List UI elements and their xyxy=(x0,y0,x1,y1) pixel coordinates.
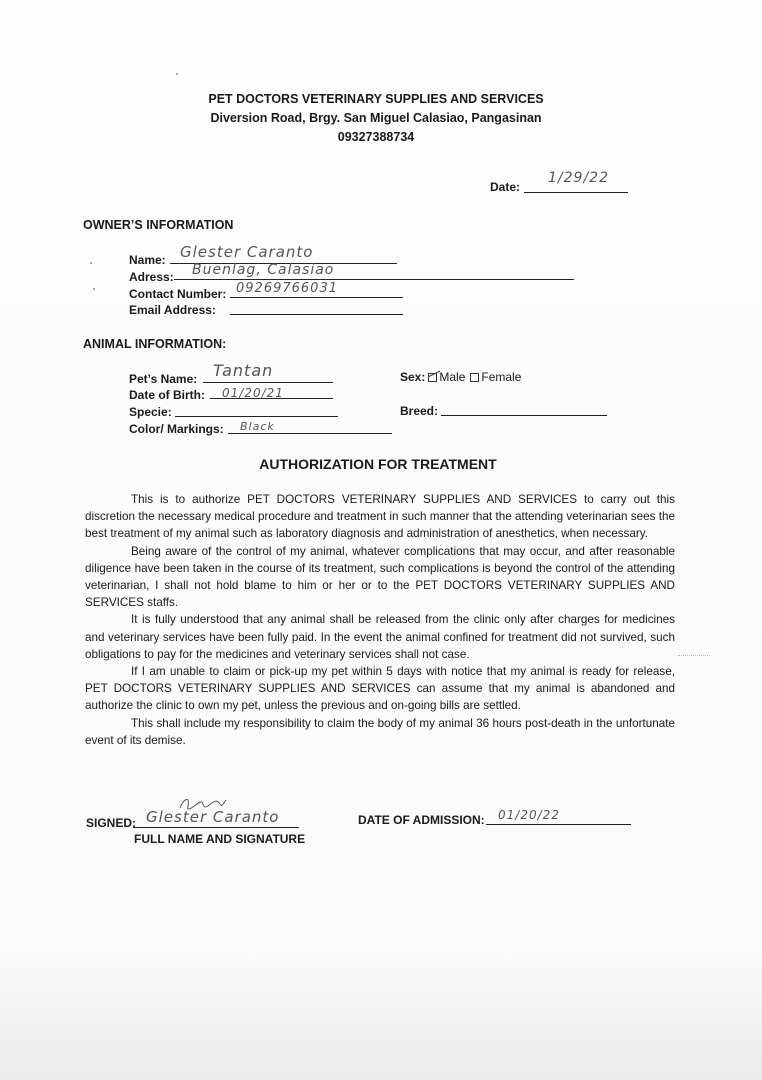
owner-contact-line xyxy=(230,297,403,298)
female-checkbox[interactable] xyxy=(470,373,479,382)
company-name: PET DOCTORS VETERINARY SUPPLIES AND SERVICES xyxy=(208,92,544,106)
date-line xyxy=(524,192,628,193)
authorization-paragraph: It is fully understood that any animal shall be released from the clinic only after charges for medicines and veterinary services have been fully paid. In the event the animal confined for treatment did not survived, such obligations to pay for the medicines and veterinary services shall not case. xyxy=(85,613,675,661)
signed-value: Glester Caranto xyxy=(146,808,280,826)
signed-label: SIGNED: xyxy=(86,816,137,830)
authorization-paragraph: If I am unable to claim or pick-up my pet within 5 days with notice that my animal is ready for release, PET DOCTORS VETERINARY SUPPLIES AND SERVICES can assume that my animal is abandoned and authorize the clinic to own my pet, unless the previous and on-going bills are settled. xyxy=(85,665,675,713)
breed-label: Breed: xyxy=(400,404,439,418)
owner-name-label: Name: xyxy=(129,253,166,267)
date-value: 1/29/22 xyxy=(548,170,609,186)
owner-section-title: OWNER’S INFORMATION xyxy=(83,218,234,232)
dob-value: 01/20/21 xyxy=(222,386,284,400)
owner-address-label: Adress: xyxy=(129,270,174,284)
authorization-paragraph: This is to authorize PET DOCTORS VETERINARY SUPPLIES AND SERVICES to carry out this discretion the necessary medical procedure and treatment in such manner that the attending veterinarian sees the best treatment of my animal such as laboratory diagnosis and administration of anesthetics, when necessary. xyxy=(85,493,675,541)
owner-contact-value: 09269766031 xyxy=(236,281,338,296)
owner-email-line xyxy=(230,314,403,315)
female-option-label: Female xyxy=(481,370,522,384)
signed-line xyxy=(133,827,299,828)
authorization-title: AUTHORIZATION FOR TREATMENT xyxy=(259,456,497,472)
scan-speck xyxy=(176,73,178,75)
sex-field xyxy=(400,370,521,384)
date-label: Date: xyxy=(490,180,521,194)
authorization-paragraph: This shall include my responsibility to claim the body of my animal 36 hours post-death in the unfortunate event of its demise. xyxy=(85,716,675,747)
authorization-paragraph: Being aware of the control of my animal, whatever complications that may occur, and after reasonable diligence have been taken in the course of its treatment, such complications is beyond the control of the attending veterinarian, I shall not hold blame to him or her or to the PET DOCTORS VETERINARY SUPPLIES AND SERVICES staffs. xyxy=(85,544,675,610)
pet-name-label: Pet’s Name: xyxy=(129,372,198,386)
check-mark-icon xyxy=(427,370,441,382)
male-checkbox[interactable] xyxy=(428,373,437,382)
scan-artifact xyxy=(678,655,710,656)
color-label: Color/ Markings: xyxy=(129,422,224,436)
owner-contact-label: Contact Number: xyxy=(129,287,227,301)
breed-line xyxy=(441,415,607,416)
dob-label: Date of Birth: xyxy=(129,388,205,402)
admission-line xyxy=(486,824,631,825)
specie-label: Specie: xyxy=(129,405,172,419)
owner-email-label: Email Address: xyxy=(129,303,216,317)
company-address: Diversion Road, Brgy. San Miguel Calasiao, Pangasinan xyxy=(210,111,542,125)
color-line xyxy=(228,433,392,434)
specie-line xyxy=(175,416,338,417)
company-phone: 09327388734 xyxy=(337,130,415,144)
authorization-body xyxy=(85,491,675,749)
signature-scribble xyxy=(176,794,228,818)
signature-caption: FULL NAME AND SIGNATURE xyxy=(134,832,306,846)
owner-address-line xyxy=(174,279,574,280)
admission-value: 01/20/22 xyxy=(498,808,560,822)
color-value: Black xyxy=(240,420,275,433)
scan-speck xyxy=(90,262,92,264)
pet-name-value: Tantan xyxy=(213,361,274,380)
owner-address-value: Buenlag, Calasiao xyxy=(192,262,335,278)
owner-name-value: Glester Caranto xyxy=(180,243,314,261)
admission-label: DATE OF ADMISSION: xyxy=(358,813,485,827)
scan-speck xyxy=(93,288,95,290)
male-option-label: Male xyxy=(439,370,466,384)
sex-label: Sex: xyxy=(400,370,426,384)
pet-name-line xyxy=(203,382,333,383)
animal-section-title: ANIMAL INFORMATION: xyxy=(83,337,227,351)
